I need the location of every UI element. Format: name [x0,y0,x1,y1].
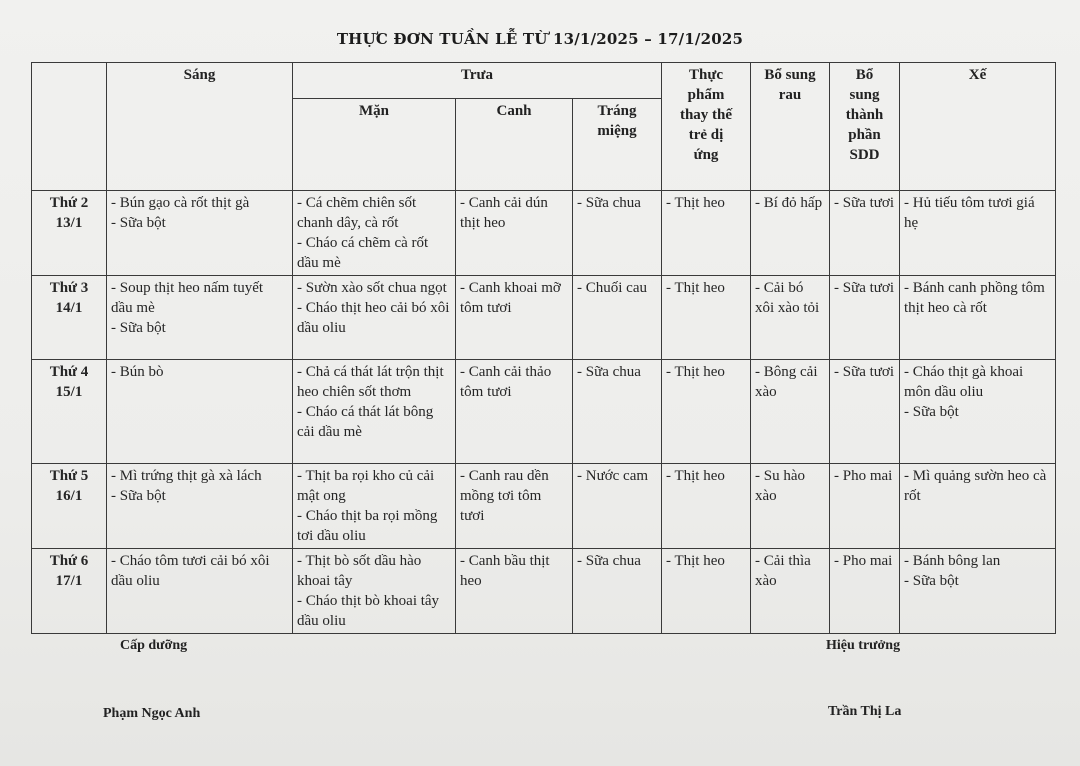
menu-item: - Cá chẽm chiên sốt chanh dây, cà rốt [297,195,417,231]
menu-item: - Chả cá thát lát trộn thịt heo chiên sốt thơm [297,364,444,400]
menu-item: - Soup thịt heo nấm tuyết dầu mè [111,280,264,316]
menu-item: - Cháo thịt heo cải bó xôi dầu oliu [297,300,450,336]
menu-item: - Bánh bông lan [904,553,1001,569]
menu-item: - Sữa bột [904,573,959,589]
sang-cell [107,191,293,276]
header-thay-the-line: Thực [688,67,723,83]
menu-item: - Sữa chua [577,364,641,380]
day-name: Thứ 3 [49,280,89,296]
thay-the-cell [662,191,751,276]
header-day [32,63,107,191]
canh-cell [456,191,573,276]
header-thay-the-line: trẻ dị [688,127,724,143]
menu-item: - Sữa bột [111,488,166,504]
menu-item: - Pho mai [834,468,893,484]
trang-mieng-cell [573,191,662,276]
menu-item: - Cải bó xôi xào tỏi [755,280,820,316]
day-date: 14/1 [55,300,83,316]
canh-cell [456,464,573,549]
header-thay-the [662,63,751,191]
header-bo-sung-rau-line: Bổ sung [764,67,816,83]
header-bo-sung-sdd-line: phần [848,127,881,143]
menu-item: - Sữa chua [577,553,641,569]
table-row [32,191,1056,276]
header-bo-sung-sdd [830,63,900,191]
header-thay-the-line: thay thế [679,107,733,123]
man-cell [293,276,456,360]
day-cell [32,549,107,634]
day-date: 16/1 [55,488,83,504]
menu-item: - Sữa tươi [834,364,895,380]
header-trang-mieng-line: miệng [597,123,637,139]
table-row [32,360,1056,464]
menu-body [32,191,1056,634]
day-name: Thứ 2 [49,195,89,211]
xe-cell [900,549,1056,634]
day-cell [32,464,107,549]
man-cell [293,360,456,464]
man-cell [293,549,456,634]
footer-left-role: Cấp dưỡng [120,638,188,653]
day-cell [32,191,107,276]
day-name: Thứ 5 [49,468,89,484]
menu-item: - Sữa bột [904,404,959,420]
menu-item: - Thịt bò sốt dầu hào khoai tây [297,553,422,589]
thay-the-cell [662,464,751,549]
menu-item: - Thịt heo [666,553,725,569]
day-name: Thứ 6 [49,553,89,569]
header-trang-mieng [573,99,662,191]
weekly-menu-table [31,62,1056,634]
header-trua: Trưa [293,63,662,99]
table-row [32,276,1056,360]
menu-item: - Cháo thịt ba rọi mồng tơi dầu oliu [297,508,438,544]
xe-cell [900,464,1056,549]
menu-item: - Bông cải xào [755,364,818,400]
menu-item: - Canh khoai mỡ tôm tươi [460,280,561,316]
header-bo-sung-sdd-line: Bổ [855,67,874,83]
menu-item: - Thịt heo [666,280,725,296]
header-bo-sung-sdd-line: SDD [849,147,880,163]
sang-cell [107,276,293,360]
menu-item: - Cháo thịt gà khoai môn dầu oliu [904,364,1024,400]
header-canh: Canh [456,99,573,191]
trang-mieng-cell [573,549,662,634]
menu-item: - Canh cải dún thịt heo [460,195,548,231]
sdd-cell [830,360,900,464]
footer-right-name: Trần Thị La [828,704,902,719]
man-cell [293,464,456,549]
menu-item: - Sữa chua [577,195,641,211]
menu-item: - Thịt heo [666,468,725,484]
thay-the-cell [662,276,751,360]
menu-item: - Thịt ba rọi kho củ cải mật ong [297,468,435,504]
menu-item: - Bún bò [111,364,164,380]
trang-mieng-cell [573,464,662,549]
xe-cell [900,191,1056,276]
sang-cell [107,464,293,549]
header-bo-sung-rau [751,63,830,191]
rau-cell [751,549,830,634]
menu-item: - Mì quảng sườn heo cà rốt [904,468,1047,504]
menu-item: - Bánh canh phồng tôm thịt heo cà rốt [904,280,1045,316]
sdd-cell [830,191,900,276]
menu-item: - Thịt heo [666,195,725,211]
table-row [32,464,1056,549]
header-man: Mặn [293,99,456,191]
xe-cell [900,360,1056,464]
thay-the-cell [662,549,751,634]
menu-item: - Bí đỏ hấp [755,195,823,211]
canh-cell [456,549,573,634]
menu-item: - Thịt heo [666,364,725,380]
day-cell [32,360,107,464]
menu-item: - Sữa tươi [834,195,895,211]
menu-item: - Hủ tiếu tôm tươi giá hẹ [904,195,1035,231]
trang-mieng-cell [573,276,662,360]
rau-cell [751,191,830,276]
header-sang: Sáng [107,63,293,191]
header-bo-sung-rau-line: rau [778,87,802,103]
menu-item: - Cháo cá chẽm cà rốt dầu mè [297,235,429,271]
day-date: 17/1 [55,573,83,589]
menu-item: - Nước cam [577,468,649,484]
menu-item: - Pho mai [834,553,893,569]
menu-item: - Cháo tôm tươi cải bó xôi dầu oliu [111,553,270,589]
menu-item: - Sữa bột [111,215,166,231]
xe-cell [900,276,1056,360]
footer-left-name: Phạm Ngọc Anh [103,706,201,721]
header-thay-the-line: phẩm [687,87,725,103]
page-title: THỰC ĐƠN TUẦN LỄ TỪ 13/1/2025 – 17/1/2025 [336,30,744,48]
trang-mieng-cell [573,360,662,464]
sdd-cell [830,276,900,360]
header-xe: Xế [900,63,1056,191]
menu-item: - Canh bầu thịt heo [460,553,550,589]
rau-cell [751,276,830,360]
thay-the-cell [662,360,751,464]
menu-item: - Bún gạo cà rốt thịt gà [111,195,250,211]
menu-item: - Sữa tươi [834,280,895,296]
sang-cell [107,549,293,634]
menu-item: - Sườn xào sốt chua ngọt [297,280,447,296]
menu-item: - Cháo cá thát lát bông cải dầu mè [297,404,434,440]
menu-item: - Su hào xào [755,468,805,504]
menu-item: - Canh cải thảo tôm tươi [460,364,552,400]
menu-item: - Cải thìa xào [755,553,811,589]
sdd-cell [830,464,900,549]
man-cell [293,191,456,276]
menu-item: - Mì trứng thịt gà xà lách [111,468,262,484]
day-name: Thứ 4 [49,364,89,380]
day-cell [32,276,107,360]
footer-right-role: Hiệu trưởng [826,638,901,653]
menu-item: - Chuối cau [577,280,647,296]
sang-cell [107,360,293,464]
rau-cell [751,464,830,549]
table-row [32,549,1056,634]
menu-item: - Canh rau dền mồng tơi tôm tươi [460,468,549,524]
header-trang-mieng-line: Tráng [597,103,637,119]
header-bo-sung-sdd-line: thành [845,107,884,123]
header-thay-the-line: ứng [693,147,719,163]
menu-item: - Sữa bột [111,320,166,336]
menu-item: - Cháo thịt bò khoai tây dầu oliu [297,593,440,629]
sdd-cell [830,549,900,634]
day-date: 13/1 [55,215,83,231]
rau-cell [751,360,830,464]
day-date: 15/1 [55,384,83,400]
header-bo-sung-sdd-line: sung [849,87,880,103]
canh-cell [456,360,573,464]
canh-cell [456,276,573,360]
